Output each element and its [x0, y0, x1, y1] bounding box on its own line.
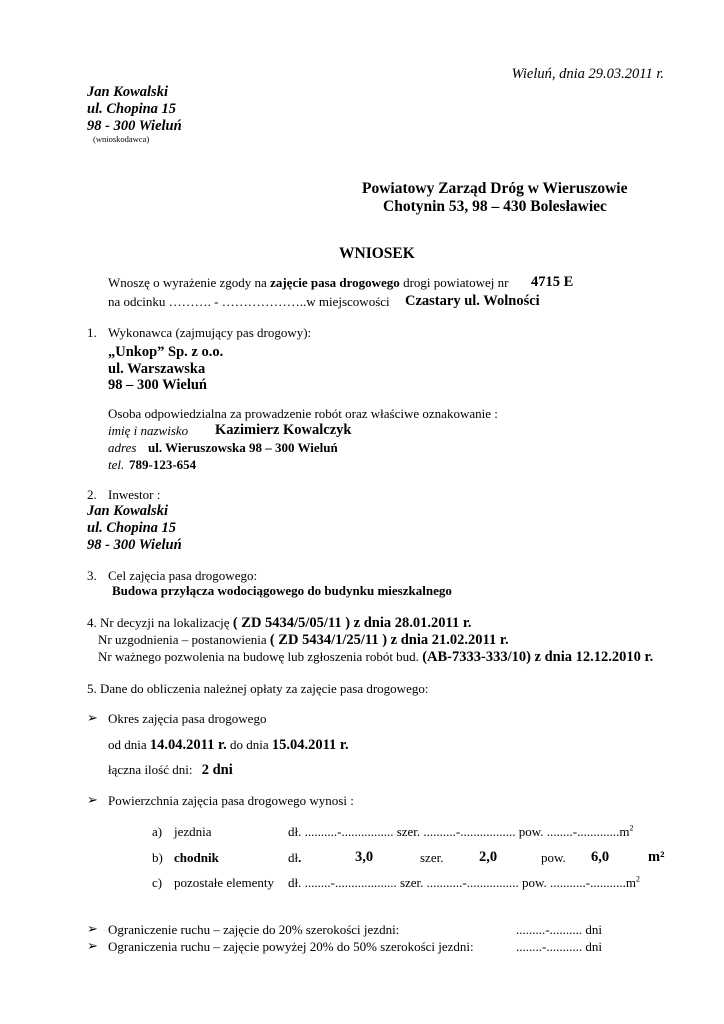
intro-text-bold: zajęcie pasa drogowego — [270, 275, 400, 290]
s4-line2 — [98, 632, 509, 649]
recipient-line2: Chotynin 53, 98 – 430 Bolesławiec — [383, 198, 607, 215]
restriction-2-label: Ograniczenia ruchu – zajęcie powyżej 20% do 50% szerokości jezdni: — [108, 939, 474, 954]
row-b-name: chodnik — [174, 850, 219, 865]
s3-value: Budowa przyłącza wodociągowego do budynku mieszkalnego — [112, 583, 452, 598]
s2-city: 98 - 300 Wieluń — [87, 537, 182, 553]
s4-line2-bold: ( ZD 5434/1/25/11 ) z dnia 21.02.2011 r. — [269, 632, 509, 648]
s1-name-value: Kazimierz Kowalczyk — [215, 422, 352, 438]
row-b-pow-label: pow. — [541, 850, 566, 865]
s1-addr-label: adres — [108, 440, 137, 455]
bullet-icon: ➢ — [87, 921, 98, 936]
row-c-unit-sup: 2 — [635, 874, 640, 884]
s4-line1 — [87, 615, 472, 632]
s4-line3-bold: (AB-7333-333/10) z dnia 12.12.2010 r. — [422, 649, 654, 665]
s4-line1-bold: ( ZD 5434/5/05/11 ) z dnia 28.01.2011 r. — [232, 615, 472, 631]
applicant-name: Jan Kowalski — [87, 84, 168, 100]
s1-label: Wykonawca (zajmujący pas drogowy): — [108, 325, 312, 340]
s1-tel-value: 789-123-654 — [129, 457, 197, 472]
row-a-dims — [288, 825, 633, 840]
s1-addr-value: ul. Wieruszowska 98 – 300 Wieluń — [148, 440, 338, 455]
row-c-dims — [288, 876, 640, 891]
s3-number: 3. — [87, 568, 97, 583]
locality: Czastary ul. Wolności — [405, 293, 540, 309]
intro-line1 — [108, 276, 508, 291]
s1-city: 98 – 300 Wieluń — [108, 377, 207, 393]
row-b-pow-value: 6,0 — [591, 849, 610, 865]
applicant-street: ul. Chopina 15 — [87, 101, 177, 117]
row-b-letter: b) — [152, 850, 163, 865]
s2-label: Inwestor : — [108, 487, 161, 502]
s5-to-label: do dnia — [229, 737, 269, 752]
s4-line2-pre: Nr uzgodnienia – postanowienia — [98, 632, 267, 647]
page-title: WNIOSEK — [339, 245, 415, 262]
s5-label: 5. Dane do obliczenia należnej opłaty za zajęcie pasa drogowego: — [87, 681, 429, 696]
s2-street: ul. Chopina 15 — [87, 520, 177, 536]
row-c-name: pozostałe elementy — [174, 875, 274, 890]
intro-line2 — [108, 295, 390, 310]
restriction-2-value: ........-........... dni — [516, 939, 602, 954]
s5-period-dates — [108, 737, 349, 754]
s4-line3 — [98, 649, 653, 666]
bullet-icon: ➢ — [87, 792, 98, 807]
s4-line3-pre: Nr ważnego pozwolenia na budowę lub zgłoszenia robót bud. — [98, 649, 419, 664]
restriction-1-label: Ograniczenie ruchu – zajęcie do 20% szerokości jezdni: — [108, 922, 400, 937]
s5-to-value: 15.04.2011 r. — [271, 737, 349, 753]
place-date: Wieluń, dnia 29.03.2011 r. — [511, 66, 664, 82]
s1-responsible-label: Osoba odpowiedzialna za prowadzenie robót oraz właściwe oznakowanie : — [108, 406, 498, 421]
s1-name-label: imię i nazwisko — [108, 423, 189, 438]
row-b-szer-value: 2,0 — [479, 849, 498, 865]
s3-label: Cel zajęcia pasa drogowego: — [108, 568, 258, 583]
intro-text-post: drogi powiatowej nr — [399, 275, 509, 290]
recipient-line1: Powiatowy Zarząd Dróg w Wieruszowie — [362, 180, 628, 197]
row-c-dims-text: dł. ........-................... szer. ...........-................ pow. ...........-...........m — [288, 875, 636, 890]
s5-from-label: od dnia — [108, 737, 147, 752]
s2-name: Jan Kowalski — [87, 503, 168, 519]
row-b-szer-label: szer. — [420, 850, 444, 865]
s5-period-label: Okres zajęcia pasa drogowego — [108, 711, 267, 726]
row-a-unit-sup: 2 — [629, 823, 634, 833]
row-c-letter: c) — [152, 875, 163, 890]
row-b-dl — [288, 851, 301, 866]
s1-number: 1. — [87, 325, 97, 340]
s1-company: „Unkop” Sp. z o.o. — [108, 344, 224, 360]
s5-area-label: Powierzchnia zajęcia pasa drogowego wynosi : — [108, 793, 354, 808]
s1-street: ul. Warszawska — [108, 361, 206, 377]
s1-tel-label: tel. — [108, 457, 125, 472]
row-b-dl-dot: . — [298, 850, 302, 865]
row-b-dl-value: 3,0 — [355, 849, 374, 865]
row-b-dl-label: dł — [288, 850, 299, 865]
intro-line2-text: na odcinku ………. - ………………..w miejscowości — [108, 294, 390, 309]
s5-days-label: łączna ilość dni: — [108, 762, 193, 777]
s4-line1-pre: 4. Nr decyzji na lokalizację — [87, 615, 230, 630]
applicant-caption: (wnioskodawca) — [93, 134, 150, 144]
row-b-unit: m² — [648, 849, 665, 865]
s2-number: 2. — [87, 487, 97, 502]
s5-days — [108, 762, 233, 779]
road-number: 4715 E — [531, 274, 574, 290]
s5-days-value: 2 dni — [201, 762, 233, 778]
row-a-dims-text: dł. ..........-................ szer. ..........-................. pow. ........-.............m — [288, 824, 630, 839]
applicant-city: 98 - 300 Wieluń — [87, 118, 182, 134]
bullet-icon: ➢ — [87, 938, 98, 953]
row-a-name: jezdnia — [174, 824, 212, 839]
intro-text-pre: Wnoszę o wyrażenie zgody na — [108, 275, 271, 290]
bullet-icon: ➢ — [87, 710, 98, 725]
s5-from-value: 14.04.2011 r. — [149, 737, 227, 753]
restriction-1-value: .........-.......... dni — [516, 922, 602, 937]
row-a-letter: a) — [152, 824, 163, 839]
